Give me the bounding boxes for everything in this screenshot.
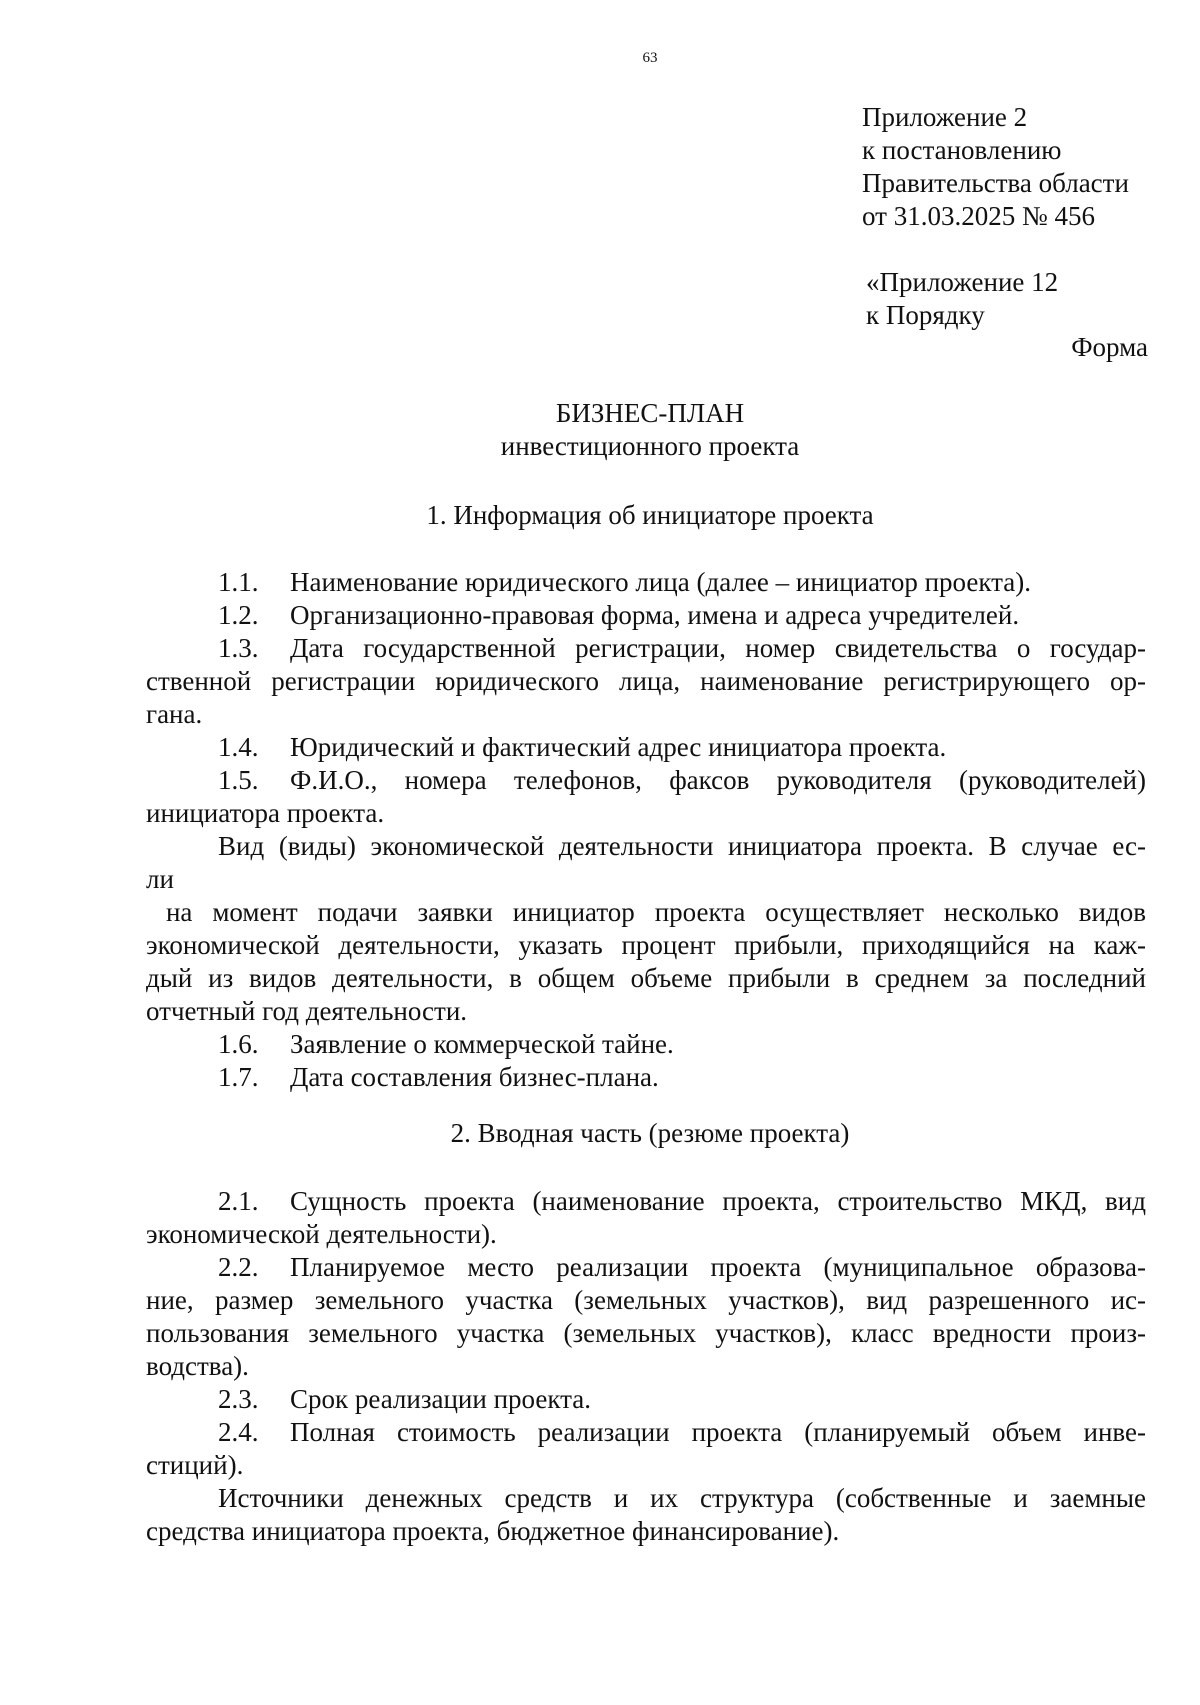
paragraph	[146, 1482, 1146, 1548]
item-number: 2.1.	[218, 1186, 259, 1216]
item-text: пользования земельного участка (земельных участков), класс вредности произ-	[146, 1318, 1146, 1348]
item-text: Дата составления бизнес-плана.	[290, 1062, 659, 1092]
item-text: Срок реализации проекта.	[290, 1384, 591, 1414]
list-item	[146, 1061, 1146, 1094]
paragraph-line: средства инициатора проекта, бюджетное финансирование).	[146, 1516, 840, 1546]
item-number: 1.6.	[218, 1029, 259, 1059]
list-item	[146, 632, 1146, 731]
item-text: Юридический и фактический адрес инициатора проекта.	[290, 732, 947, 762]
paragraph-line: Вид (виды) экономической деятельности инициатора проекта. В случае ес-	[218, 831, 1146, 861]
list-item	[146, 566, 1146, 599]
list-item	[146, 764, 1146, 830]
item-text: ственной регистрации юридического лица, наименование регистрирующего ор-	[146, 666, 1146, 696]
item-number: 1.7.	[218, 1062, 259, 1092]
item-text: Ф.И.О., номера телефонов, факсов руководителя (руководителей)	[290, 765, 1146, 795]
paragraph-line: дый из видов деятельности, в общем объеме прибыли в среднем за последний	[146, 963, 1146, 993]
item-text: Заявление о коммерческой тайне.	[290, 1029, 674, 1059]
item-number: 1.2.	[218, 600, 259, 630]
item-text: Наименование юридического лица (далее – инициатор проекта).	[290, 567, 1031, 597]
item-text: инициатора проекта.	[146, 798, 385, 828]
section-1-heading: 1. Информация об инициаторе проекта	[426, 500, 874, 530]
paragraph-line: экономической деятельности, указать процент прибыли, приходящийся на каж-	[146, 930, 1146, 960]
list-item	[146, 1028, 1146, 1061]
annex-line: Правительства области	[862, 168, 1129, 198]
page-number: 63	[642, 50, 658, 66]
list-item	[146, 1383, 1146, 1416]
item-text: Организационно-правовая форма, имена и адреса учредителей.	[290, 600, 1020, 630]
item-text: ние, размер земельного участка (земельных участков), вид разрешенного ис-	[146, 1285, 1146, 1315]
list-item	[146, 1416, 1146, 1482]
annex-sub-header	[866, 266, 1058, 332]
document-title	[0, 397, 1200, 463]
paragraph-line: ли	[146, 864, 174, 894]
item-text: Дата государственной регистрации, номер свидетельства о государ-	[290, 633, 1146, 663]
item-number: 1.4.	[218, 732, 259, 762]
item-text: Полная стоимость реализации проекта (планируемый объем инве-	[290, 1417, 1146, 1447]
title-sub: инвестиционного проекта	[500, 431, 800, 461]
annex-line: к Порядку	[866, 300, 985, 330]
title-main: БИЗНЕС-ПЛАН	[555, 398, 745, 428]
list-item	[146, 731, 1146, 764]
item-number: 1.3.	[218, 633, 259, 663]
item-text: Сущность проекта (наименование проекта, строительство МКД, вид	[290, 1186, 1146, 1216]
item-text: стиций).	[146, 1450, 244, 1480]
paragraph	[146, 830, 1146, 1028]
paragraph-line: Источники денежных средств и их структура (собственные и заемные	[218, 1483, 1146, 1513]
list-item	[146, 1185, 1146, 1251]
item-text: водства).	[146, 1351, 249, 1381]
item-text: Планируемое место реализации проекта (муниципальное образова-	[290, 1252, 1146, 1282]
form-label: Форма	[1071, 332, 1148, 362]
section-2-heading: 2. Вводная часть (резюме проекта)	[450, 1118, 850, 1148]
item-number: 2.4.	[218, 1417, 259, 1447]
annex-header	[862, 101, 1129, 233]
annex-line: к постановлению	[862, 135, 1062, 165]
item-number: 1.5.	[218, 765, 259, 795]
paragraph-line: на момент подачи заявки инициатор проекта осуществляет несколько видов	[146, 897, 1146, 927]
annex-line: Приложение 2	[862, 102, 1028, 132]
item-number: 2.3.	[218, 1384, 259, 1414]
list-item	[146, 1251, 1146, 1383]
paragraph-line: отчетный год деятельности.	[146, 996, 468, 1026]
annex-line: «Приложение 12	[866, 267, 1059, 297]
item-text: гана.	[146, 699, 203, 729]
list-item	[146, 599, 1146, 632]
item-number: 1.1.	[218, 567, 259, 597]
annex-line: от 31.03.2025 № 456	[862, 201, 1095, 231]
item-text: экономической деятельности).	[146, 1219, 497, 1249]
item-number: 2.2.	[218, 1252, 259, 1282]
